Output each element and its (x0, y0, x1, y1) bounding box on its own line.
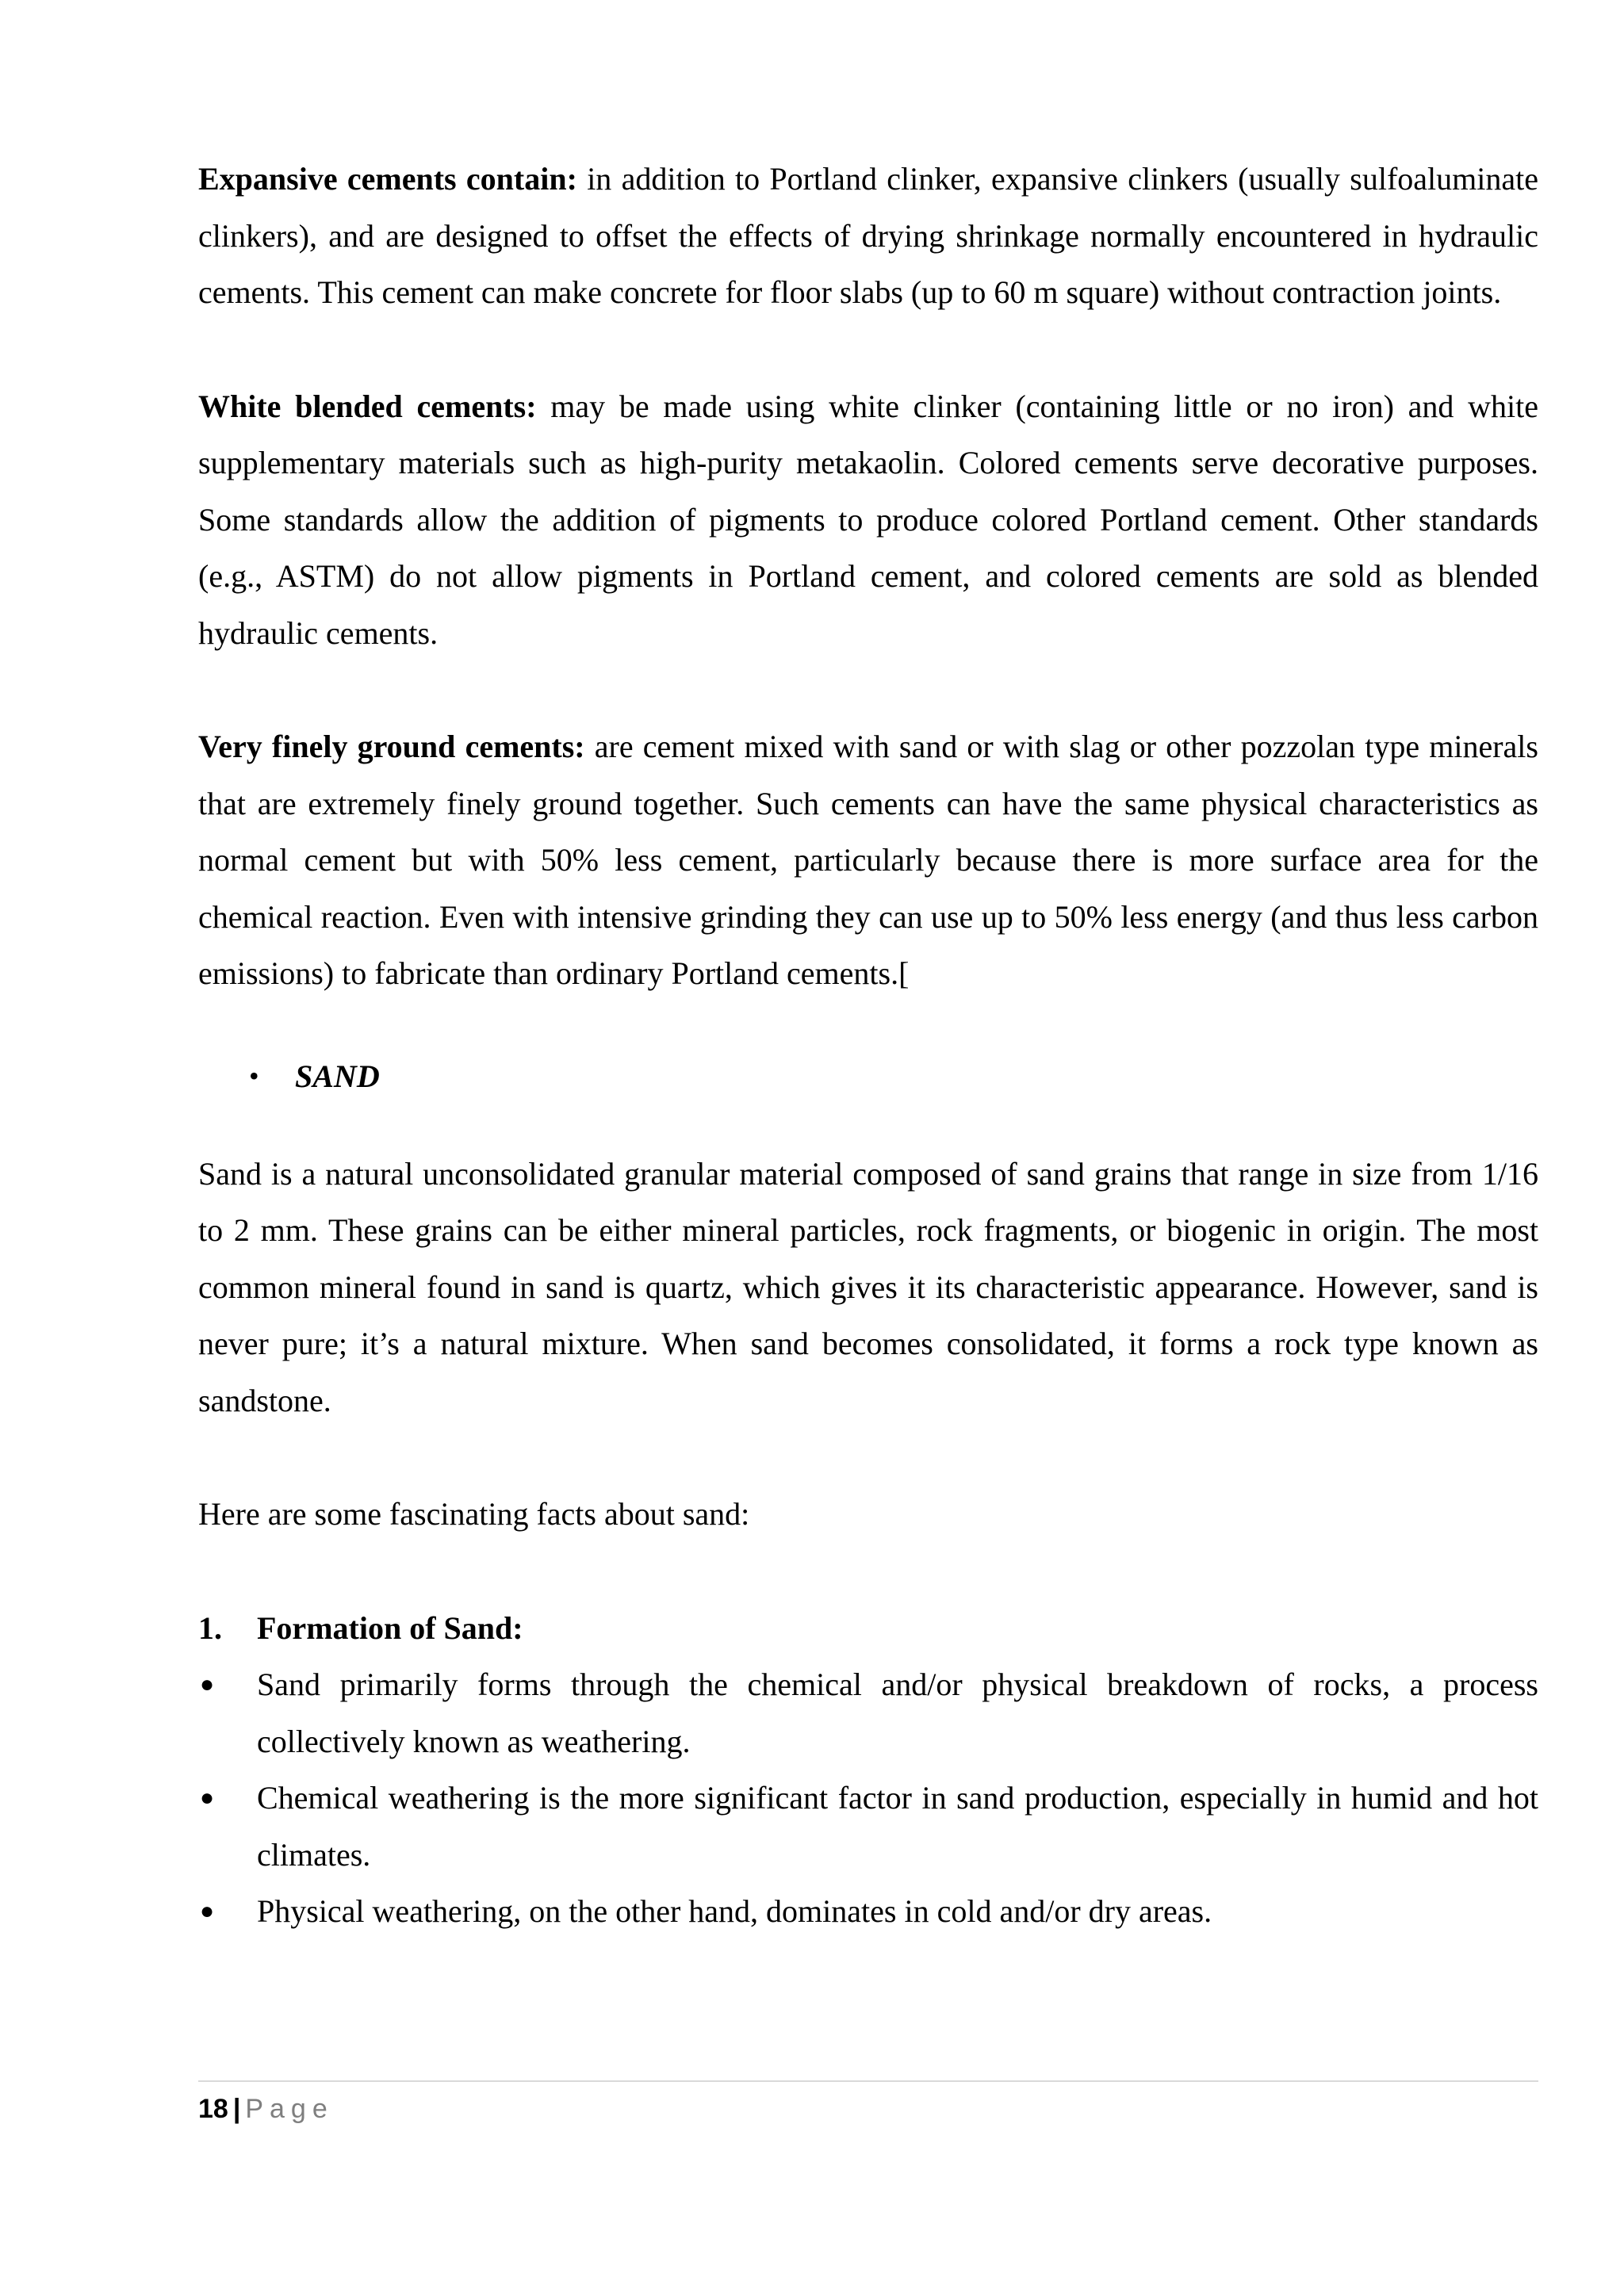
page-word: Page (245, 2094, 334, 2124)
page-number-label (198, 2091, 1538, 2126)
footer-divider (198, 2080, 1538, 2082)
term-white-blended-cements: White blended cements: (198, 388, 537, 424)
bullet-icon: ● (200, 1671, 215, 1697)
section-heading-sand (198, 1048, 1538, 1104)
text-very-finely-ground-cements: are cement mixed with sand or with slag or other pozzolan type minerals that are extremely finely ground together. Such cements can have the same physical characteristics as normal cement but with 50% less cement, particularly because there is more surface area for the chemical reaction. Even with intensive grinding they can use up to 50% less energy (and thus less carbon emissions) to fabricate than ordinary Portland cements.[ (198, 729, 1538, 991)
term-expansive-cements: Expansive cements contain: (198, 161, 577, 197)
text-white-blended-cements: may be made using white clinker (containing little or no iron) and white supplementary materials such as high-purity metakaolin. Colored cements serve decorative purposes. Some standards allow the addition of pigments to produce colored Portland cement. Other standards (e.g., ASTM) do not allow pigments in Portland cement, and colored cements are sold as blended hydraulic cements. (198, 388, 1538, 651)
paragraph-sand-intro: Sand is a natural unconsolidated granular material composed of sand grains that range in size from 1/16 to 2 mm. These grains can be either mineral particles, rock fragments, or biogenic in origin. The most common mineral found in sand is quartz, which gives it its characteristic appearance. However, sand is never pure; it’s a natural mixture. When sand becomes consolidated, it forms a rock type known as sandstone. (198, 1155, 1538, 1418)
list-item (198, 1656, 1538, 1770)
bullet-icon: ● (200, 1898, 215, 1924)
numbered-heading-title: Formation of Sand: (257, 1609, 523, 1646)
section-heading-label: SAND (295, 1058, 380, 1094)
list-number: 1. (198, 1609, 222, 1646)
text-expansive-cements: in addition to Portland clinker, expansive clinkers (usually sulfoaluminate clinkers), and are designed to offset the effects of drying shrinkage normally encountered in hydraulic cements. This cement can make concrete for floor slabs (up to 60 m square) without contraction joints. (198, 161, 1538, 310)
page-footer (198, 2080, 1538, 2126)
footer-separator: | (232, 2094, 241, 2124)
paragraph-white-blended-cements (198, 378, 1538, 662)
page-number: 18 (198, 2094, 228, 2124)
bullet-icon: ● (200, 1785, 215, 1811)
paragraph-expansive-cements (198, 151, 1538, 321)
page-content (198, 151, 1538, 1940)
paragraph-very-finely-ground-cements (198, 718, 1538, 1002)
list-item-text: Sand primarily forms through the chemical and/or physical breakdown of rocks, a process collectively known as weathering. (257, 1667, 1538, 1759)
bullet-icon: • (249, 1059, 259, 1092)
list-item (198, 1770, 1538, 1883)
term-very-finely-ground-cements: Very finely ground cements: (198, 729, 585, 764)
list-item (198, 1883, 1538, 1940)
paragraph-facts-lead: Here are some fascinating facts about sand: (198, 1496, 750, 1532)
list-item-text: Physical weathering, on the other hand, dominates in cold and/or dry areas. (257, 1893, 1212, 1929)
list-item-text: Chemical weathering is the more significant factor in sand production, especially in humid and hot climates. (257, 1780, 1538, 1873)
numbered-heading-formation (198, 1600, 1538, 1657)
formation-bullet-list (198, 1656, 1538, 1940)
